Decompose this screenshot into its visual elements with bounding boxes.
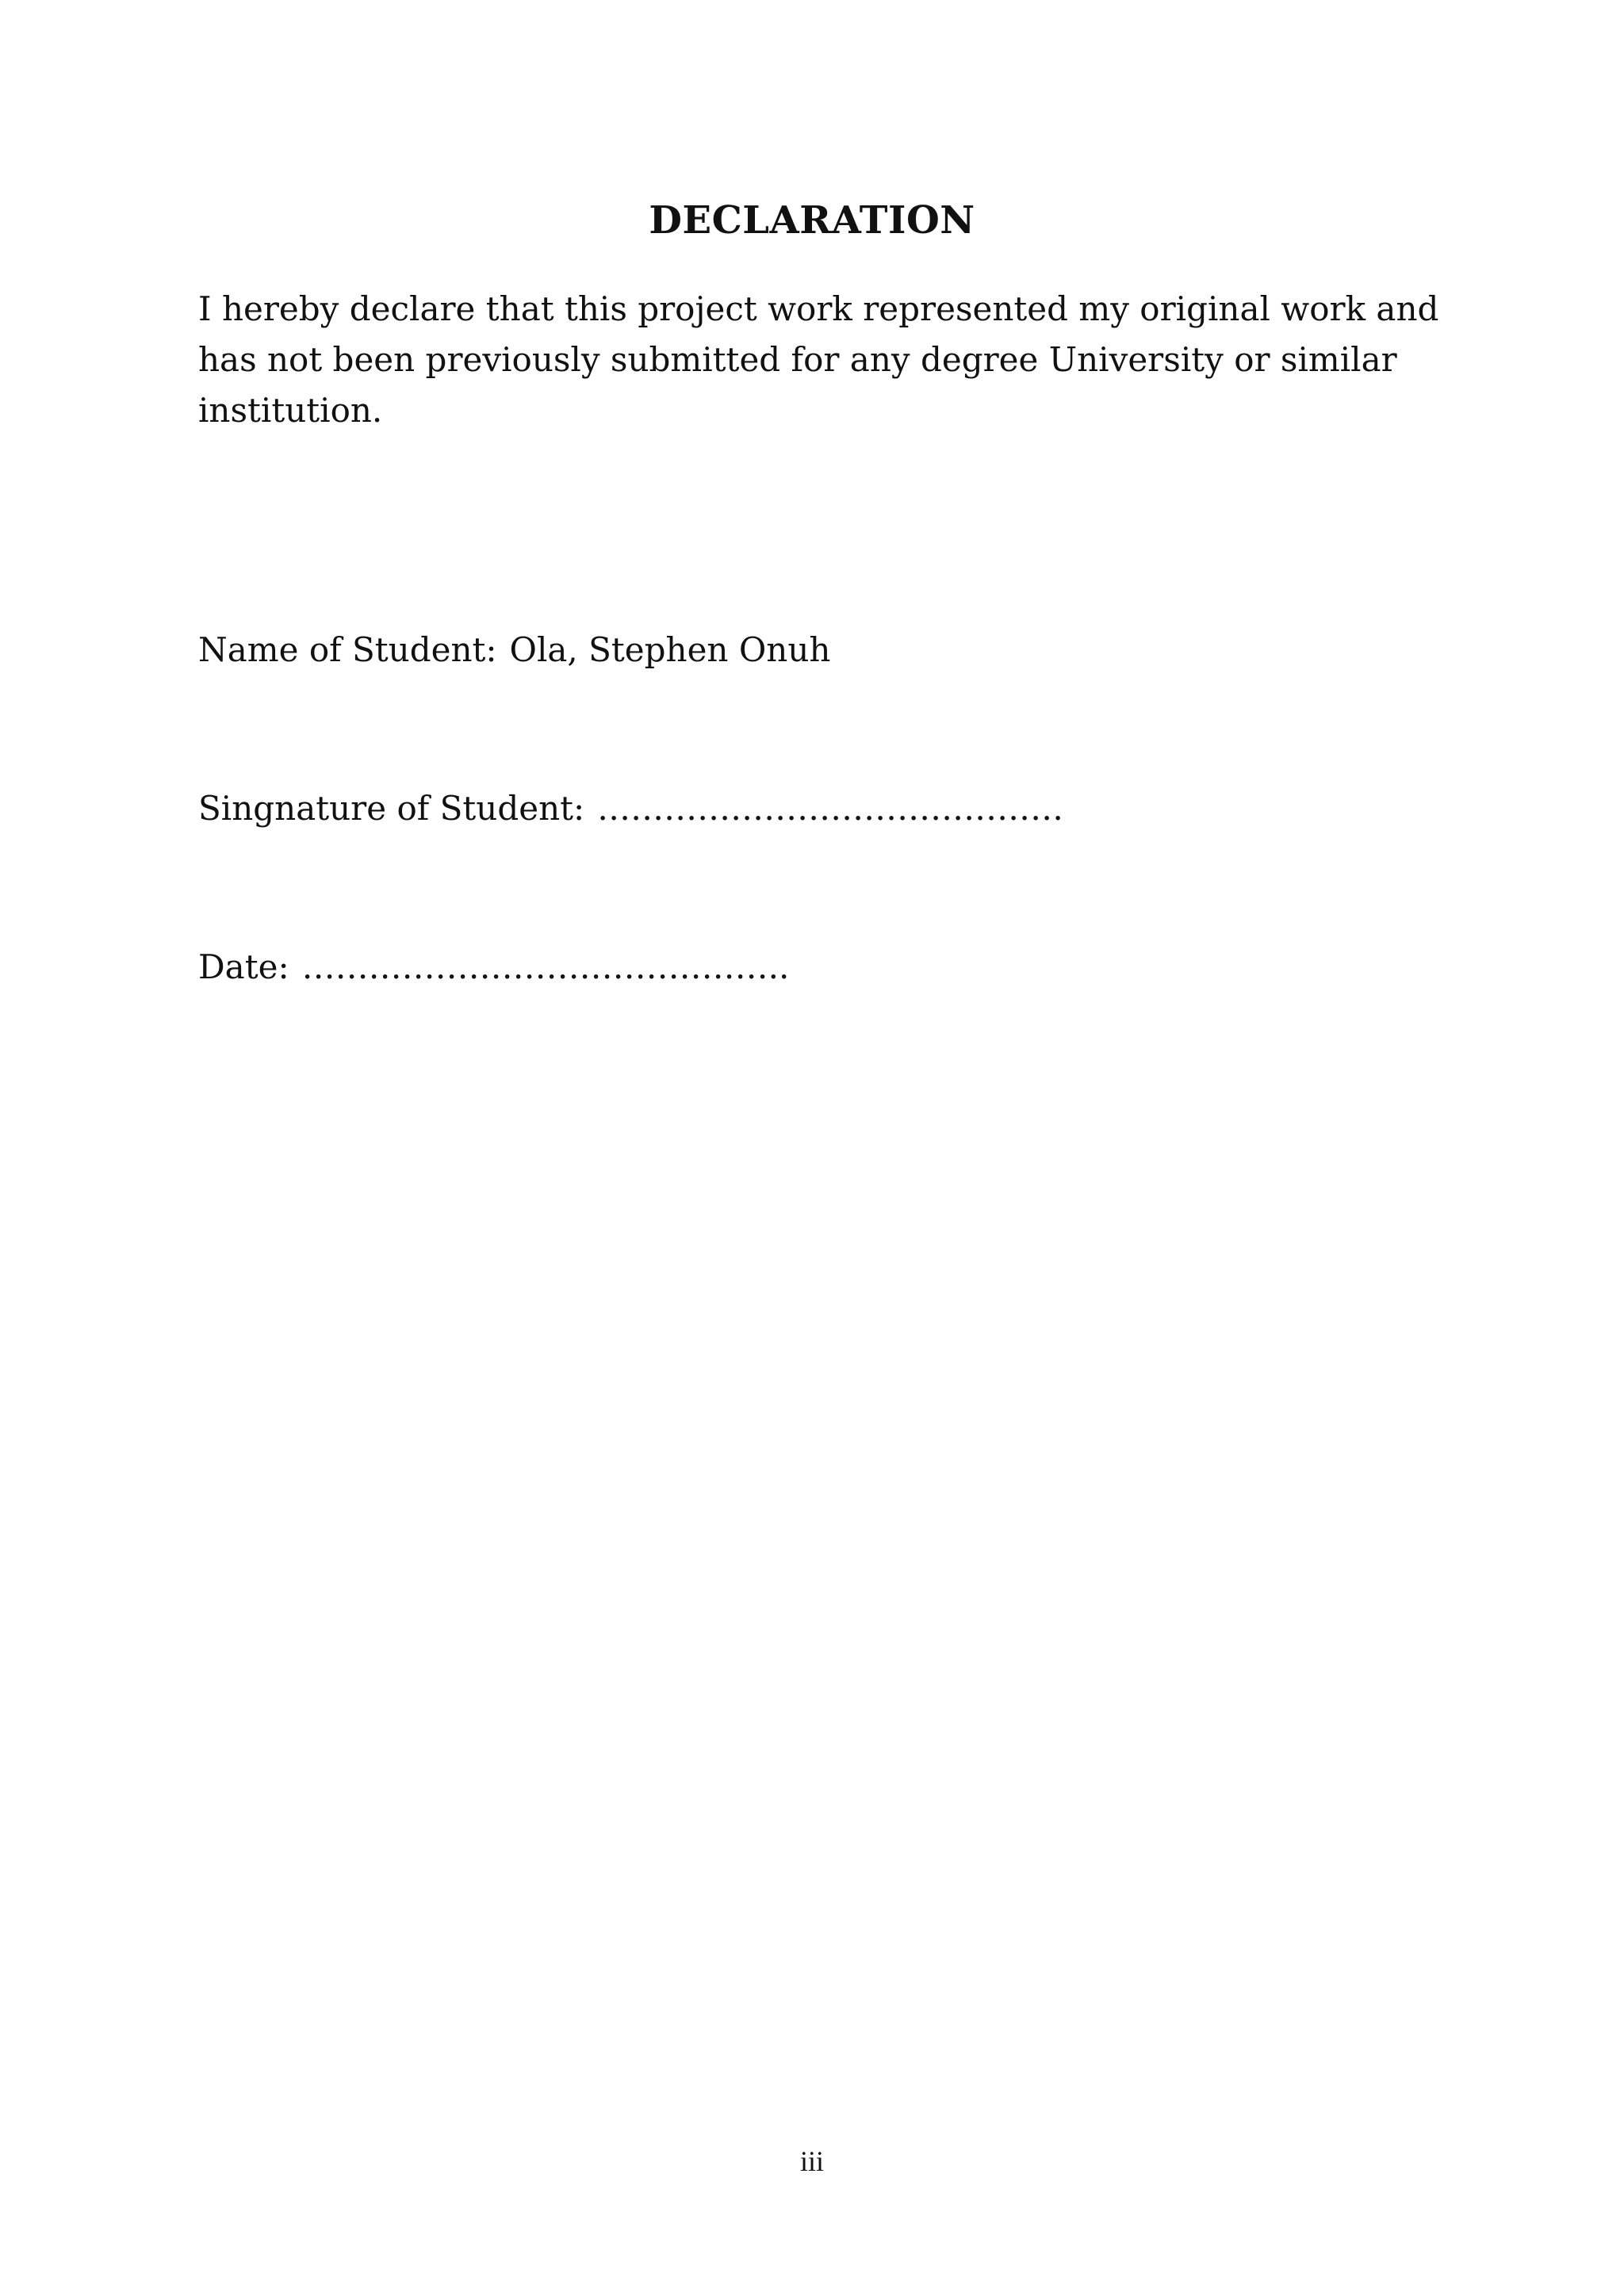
student-name-field (198, 628, 830, 672)
student-signature-label: Singnature of Student: (198, 789, 585, 828)
date-blank: …………………………………….. (301, 947, 790, 986)
declaration-line: I hereby declare that this project work represented my original work and (198, 289, 1439, 328)
student-name-value: Ola, Stephen Onuh (509, 630, 831, 669)
declaration-line: has not been previously submitted for any degree University or similar (198, 340, 1397, 379)
page-title: DECLARATION (649, 198, 975, 243)
declaration-line: institution. (198, 391, 383, 430)
declaration-paragraph (198, 284, 1439, 436)
student-name-label: Name of Student: (198, 630, 497, 669)
student-signature-field (198, 786, 1063, 831)
date-label: Date: (198, 947, 289, 986)
student-signature-blank: …………………………………… (597, 789, 1064, 828)
date-field (198, 945, 789, 989)
page-number: iii (799, 2145, 824, 2177)
